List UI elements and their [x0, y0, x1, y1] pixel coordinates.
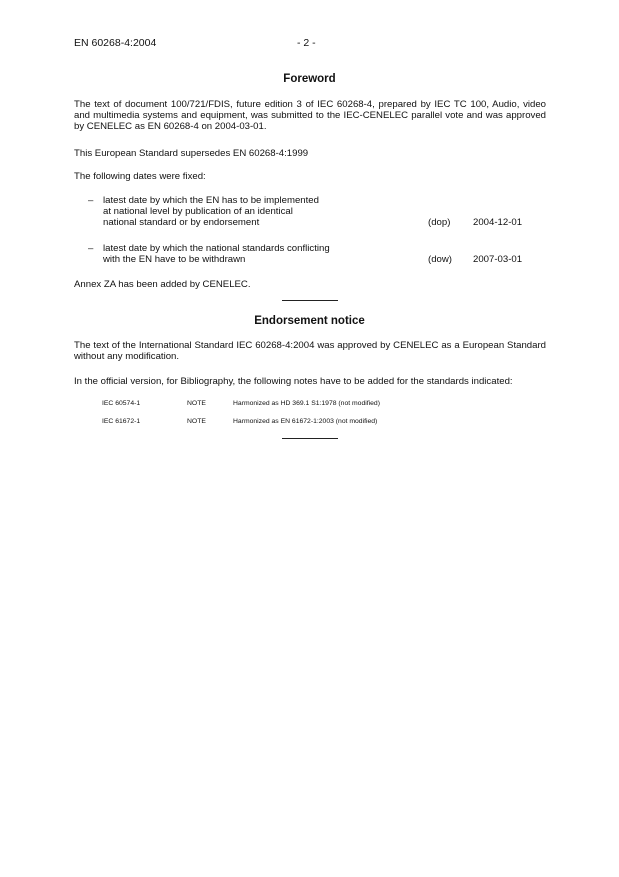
date-item-bullet: – [88, 243, 94, 254]
date-item-line: national standard or by endorsement [103, 217, 260, 229]
endorsement-paragraph-1: The text of the International Standard IEC 60268-4:2004 was approved by CENELEC as a European Standard without any modification. [74, 340, 546, 363]
date-item-line: latest date by which the national standards conflicting [103, 243, 330, 254]
note-standard: IEC 60574-1 [102, 400, 141, 407]
endorsement-paragraph-2: In the official version, for Bibliography, the following notes have to be added for the standards indicated: [74, 376, 513, 387]
date-item-bullet: – [88, 195, 94, 206]
date-item-date: 2004-12-01 [473, 217, 523, 228]
document-id: EN 60268-4:2004 [74, 37, 157, 49]
page-number: - 2 - [297, 37, 316, 49]
section-divider [282, 300, 338, 301]
foreword-paragraph-3: The following dates were fixed: [74, 171, 206, 182]
annex-note: Annex ZA has been added by CENELEC. [74, 279, 251, 290]
foreword-title: Foreword [283, 73, 336, 85]
date-item-text [103, 243, 403, 265]
date-item-code: (dop) [428, 217, 451, 228]
date-item-date: 2007-03-01 [473, 254, 523, 265]
note-text: Harmonized as EN 61672-1:2003 (not modified) [233, 418, 378, 425]
foreword-paragraph-1: The text of document 100/721/FDIS, future edition 3 of IEC 60268-4, prepared by IEC TC 100, Audio, video and multimedia systems and equipment, was submitted to the IEC-CENELEC parallel vote and was approved by CENELEC as EN 60268-4 on 2004-03-01. [74, 99, 546, 133]
note-standard: IEC 61672-1 [102, 418, 141, 425]
date-item-line: at national level by publication of an identical [103, 206, 293, 218]
note-label: NOTE [187, 418, 206, 425]
note-text: Harmonized as HD 369.1 S1:1978 (not modified) [233, 400, 380, 407]
endorsement-title: Endorsement notice [254, 315, 365, 327]
date-item-code: (dow) [428, 254, 452, 265]
foreword-paragraph-2: This European Standard supersedes EN 60268-4:1999 [74, 148, 309, 159]
section-divider [282, 438, 338, 439]
date-item-line: with the EN have to be withdrawn [103, 254, 246, 266]
date-item-text [103, 195, 403, 229]
note-label: NOTE [187, 400, 206, 407]
date-item-line: latest date by which the EN has to be implemented [103, 195, 319, 206]
